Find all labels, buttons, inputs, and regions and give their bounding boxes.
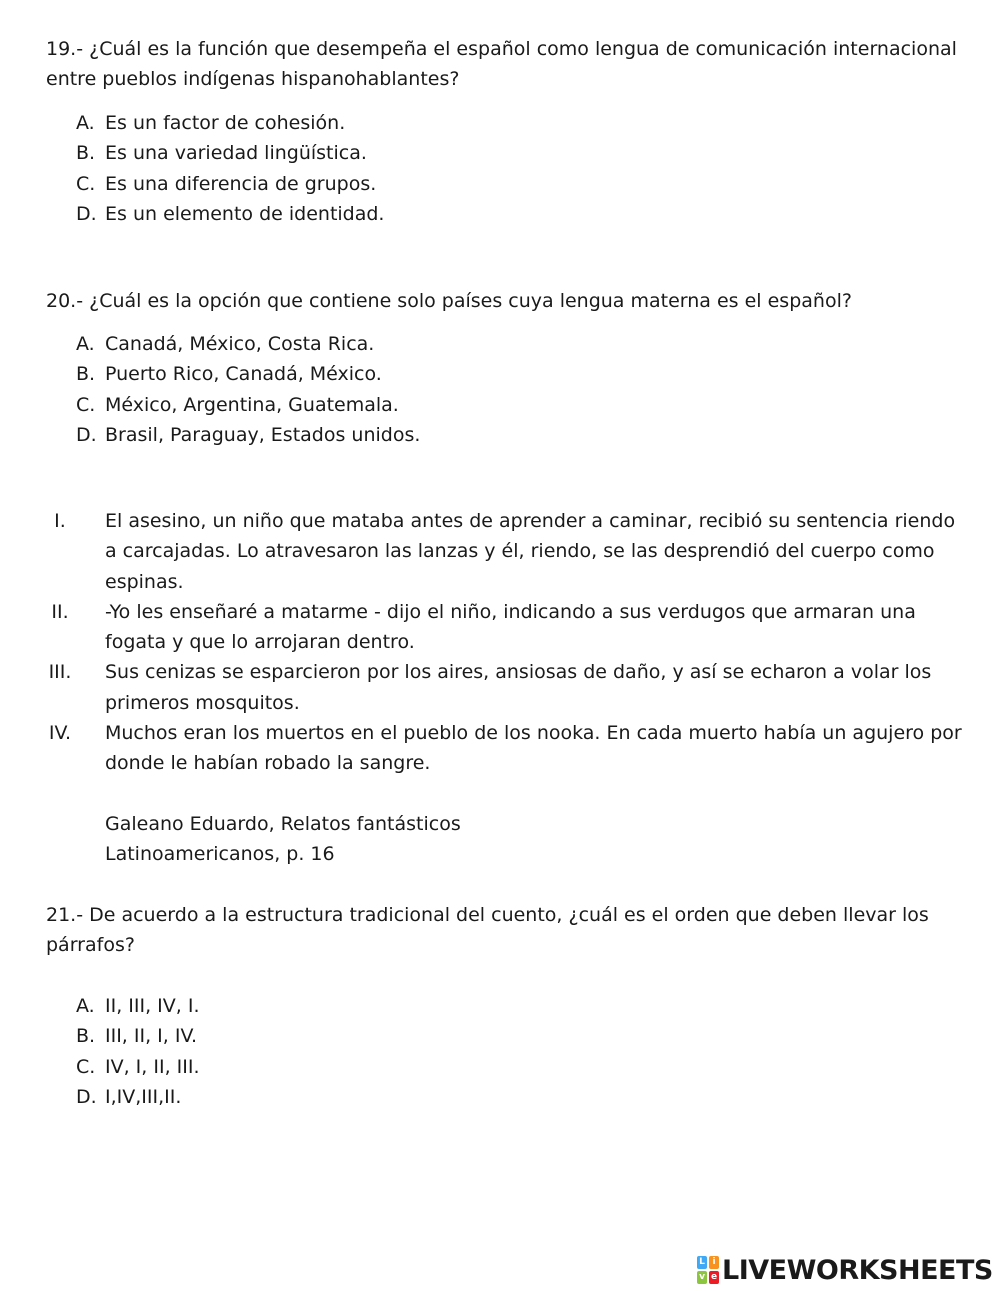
option-text: Canadá, México, Costa Rica. bbox=[105, 333, 375, 355]
paragraph-text: El asesino, un niño que mataba antes de aprender a caminar, recibió su sentencia riendo a carcajadas. Lo atravesaron las lanzas y él, riendo, se las desprendió del cuerpo como espinas. bbox=[105, 510, 956, 593]
question-21-option-a[interactable] bbox=[76, 991, 200, 1021]
option-text: Brasil, Paraguay, Estados unidos. bbox=[105, 423, 421, 446]
option-letter: D. bbox=[76, 1085, 97, 1108]
option-text: I,IV,III,II. bbox=[105, 1085, 182, 1108]
question-19-option-b[interactable] bbox=[76, 138, 384, 168]
logo-mark-tile: e bbox=[710, 1272, 718, 1282]
question-20-option-b[interactable] bbox=[76, 359, 420, 389]
option-letter: A. bbox=[76, 112, 95, 134]
option-text: Es una variedad lingüística. bbox=[105, 142, 367, 165]
question-21-option-c[interactable] bbox=[76, 1052, 200, 1082]
option-text: Puerto Rico, Canadá, México. bbox=[105, 363, 382, 386]
option-letter: B. bbox=[76, 363, 96, 386]
liveworksheets-brand-text: LIVEWORKSHEETS bbox=[722, 1254, 993, 1286]
option-letter: D. bbox=[76, 423, 97, 446]
question-21-options bbox=[76, 991, 200, 1112]
paragraph-text: -Yo les enseñaré a matarme - dijo el niño, indicando a sus verdugos que armaran una fogata y que lo arrojaran dentro. bbox=[105, 600, 916, 654]
option-text: IV, I, II, III. bbox=[105, 1055, 200, 1078]
story-paragraph-2 bbox=[40, 597, 970, 658]
option-text: III, II, I, IV. bbox=[105, 1025, 198, 1048]
paragraph-number: IV. bbox=[48, 722, 72, 745]
option-letter: B. bbox=[76, 142, 96, 165]
story-paragraph-3 bbox=[40, 657, 970, 718]
paragraph-text: Sus cenizas se esparcieron por los aires, ansiosas de daño, y así se echaron a volar los primeros mosquitos. bbox=[105, 661, 932, 714]
liveworksheets-logo-mark bbox=[697, 1256, 719, 1284]
logo-mark-tile: v bbox=[697, 1271, 707, 1284]
question-20-option-d[interactable] bbox=[76, 420, 420, 450]
paragraph-text: Muchos eran los muertos en el pueblo de los nooka. En cada muerto había un agujero por donde le habían robado la sangre. bbox=[105, 722, 962, 775]
question-21-text: 21.- De acuerdo a la estructura tradicional del cuento, ¿cuál es el orden que deben llevar los párrafos? bbox=[46, 904, 929, 956]
question-19-option-d[interactable] bbox=[76, 199, 384, 229]
question-20-options bbox=[76, 329, 420, 450]
liveworksheets-logo bbox=[697, 1256, 993, 1284]
question-21-option-b[interactable] bbox=[76, 1021, 200, 1051]
question-19-option-c[interactable] bbox=[76, 169, 384, 199]
story-paragraph-4 bbox=[40, 718, 970, 779]
story-paragraphs bbox=[40, 506, 970, 779]
story-paragraph-1 bbox=[40, 506, 970, 597]
question-20-option-a[interactable] bbox=[76, 329, 420, 359]
story-citation bbox=[105, 809, 461, 869]
question-19-options bbox=[76, 108, 384, 229]
citation-line-1: Galeano Eduardo, Relatos fantásticos bbox=[105, 813, 461, 835]
logo-mark-tile: i bbox=[709, 1256, 719, 1269]
option-letter: C. bbox=[76, 393, 96, 416]
question-20-text: 20.- ¿Cuál es la opción que contiene solo países cuya lengua materna es el español? bbox=[46, 290, 852, 312]
option-text: Es una diferencia de grupos. bbox=[105, 172, 377, 195]
option-letter: B. bbox=[76, 1025, 96, 1048]
question-19-text: 19.- ¿Cuál es la función que desempeña el español como lengua de comunicación internacional entre pueblos indígenas hispanohablantes? bbox=[46, 38, 957, 90]
option-letter: A. bbox=[76, 995, 95, 1017]
citation-line-2: Latinoamericanos, p. 16 bbox=[105, 843, 335, 865]
question-19-option-a[interactable] bbox=[76, 108, 384, 138]
option-letter: A. bbox=[76, 333, 95, 355]
option-letter: C. bbox=[76, 172, 96, 195]
option-letter: D. bbox=[76, 202, 97, 225]
option-letter: C. bbox=[76, 1055, 96, 1078]
option-text: Es un factor de cohesión. bbox=[105, 112, 346, 134]
question-21-option-d[interactable] bbox=[76, 1082, 200, 1112]
question-20-option-c[interactable] bbox=[76, 390, 420, 420]
option-text: Es un elemento de identidad. bbox=[105, 202, 385, 225]
option-text: II, III, IV, I. bbox=[105, 995, 200, 1017]
paragraph-number: II. bbox=[51, 600, 69, 623]
paragraph-number: III. bbox=[48, 661, 72, 684]
logo-mark-tile: L bbox=[697, 1256, 707, 1269]
paragraph-number: I. bbox=[54, 510, 66, 532]
option-text: México, Argentina, Guatemala. bbox=[105, 393, 399, 416]
